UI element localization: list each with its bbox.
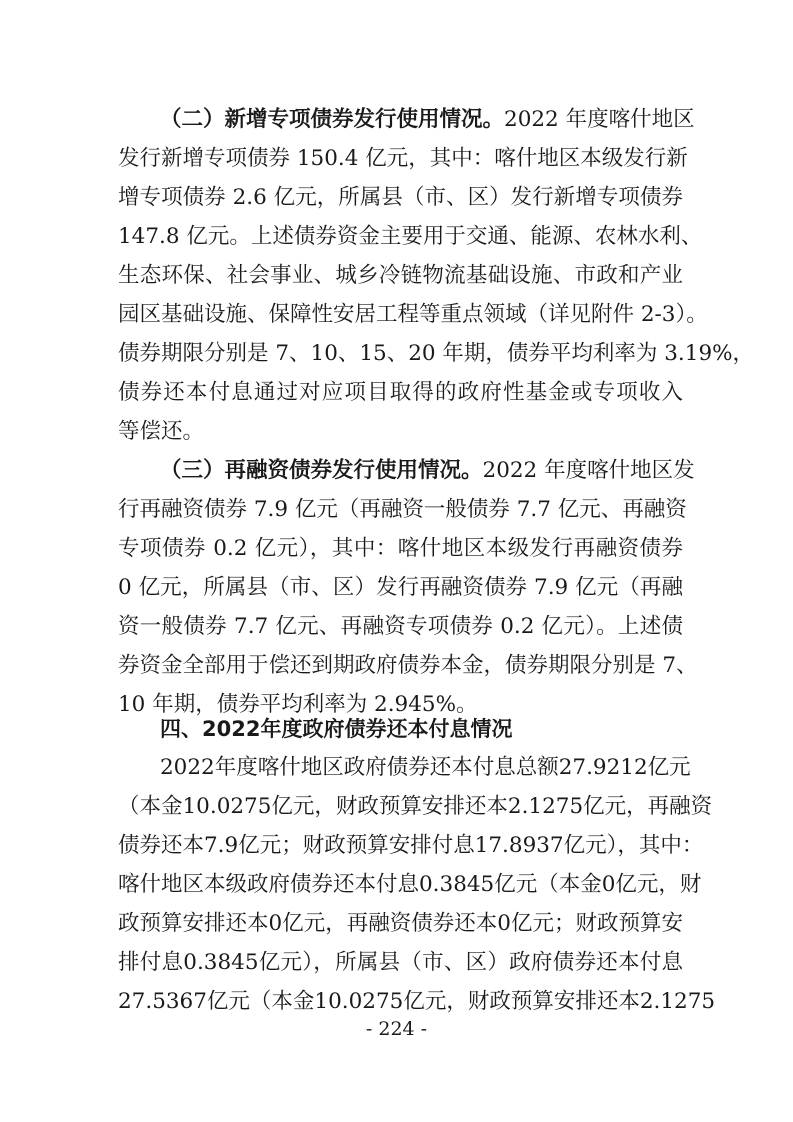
section3-text: 2022 年度喀什地区发 (482, 458, 695, 483)
paragraph-line: （本金10.0275亿元，财政预算安排还本2.1275亿元，再融资 (118, 794, 713, 819)
paragraph-line: 10 年期，债券平均利率为 2.945%。 (118, 692, 478, 717)
paragraph-line: 2022年度喀什地区政府债券还本付息总额27.9212亿元 (160, 755, 691, 780)
paragraph-line: 券资金全部用于偿还到期政府债券本金，债券期限分别是 7、 (118, 653, 698, 678)
section3-line-1 (160, 457, 695, 485)
paragraph-line: 生态环保、社会事业、城乡冷链物流基础设施、市政和产业 (118, 263, 683, 288)
paragraph-line: 资一般债券 7.7 亿元、再融资专项债券 0.2 亿元）。上述债 (118, 614, 683, 639)
paragraph-line: 债券期限分别是 7、10、15、20 年期，债券平均利率为 3.19%， (118, 341, 755, 366)
page-number: - 224 - (365, 1018, 428, 1040)
paragraph-line: 发行新增专项债券 150.4 亿元，其中：喀什地区本级发行新 (118, 146, 688, 171)
paragraph-line: 增专项债券 2.6 亿元，所属县（市、区）发行新增专项债券 (118, 185, 683, 210)
section2-title: （二）新增专项债券发行使用情况。 (160, 107, 505, 132)
section4-heading: 四、2022年度政府债券还本付息情况 (160, 717, 513, 741)
paragraph-line: 债券还本7.9亿元；财政预算安排付息17.8937亿元），其中： (118, 833, 704, 858)
paragraph-line: 147.8 亿元。上述债券资金主要用于交通、能源、农林水利、 (118, 224, 703, 249)
paragraph-line: 行再融资债券 7.9 亿元（再融资一般债券 7.7 亿元、再融资 (118, 497, 687, 522)
section3-title: （三）再融资债券发行使用情况。 (160, 458, 483, 483)
paragraph-line: 专项债券 0.2 亿元），其中：喀什地区本级发行再融资债券 (118, 536, 683, 561)
paragraph-line: 排付息0.3845亿元），所属县（市、区）政府债券还本付息 (118, 950, 683, 975)
paragraph-line: 政预算安排还本0亿元，再融资债券还本0亿元；财政预算安 (118, 911, 683, 936)
paragraph-line: 27.5367亿元（本金10.0275亿元，财政预算安排还本2.1275 (118, 989, 716, 1014)
section2-line-1 (160, 106, 695, 134)
paragraph-line: 等偿还。 (118, 419, 205, 444)
paragraph-line: 园区基础设施、保障性安居工程等重点领域（详见附件 2-3）。 (118, 302, 708, 327)
section2-text: 2022 年度喀什地区 (504, 107, 695, 132)
paragraph-line: 债券还本付息通过对应项目取得的政府性基金或专项收入 (118, 380, 683, 405)
paragraph-line: 喀什地区本级政府债券还本付息0.3845亿元（本金0亿元，财 (118, 872, 702, 897)
paragraph-line: 0 亿元，所属县（市、区）发行再融资债券 7.9 亿元（再融 (118, 575, 683, 600)
